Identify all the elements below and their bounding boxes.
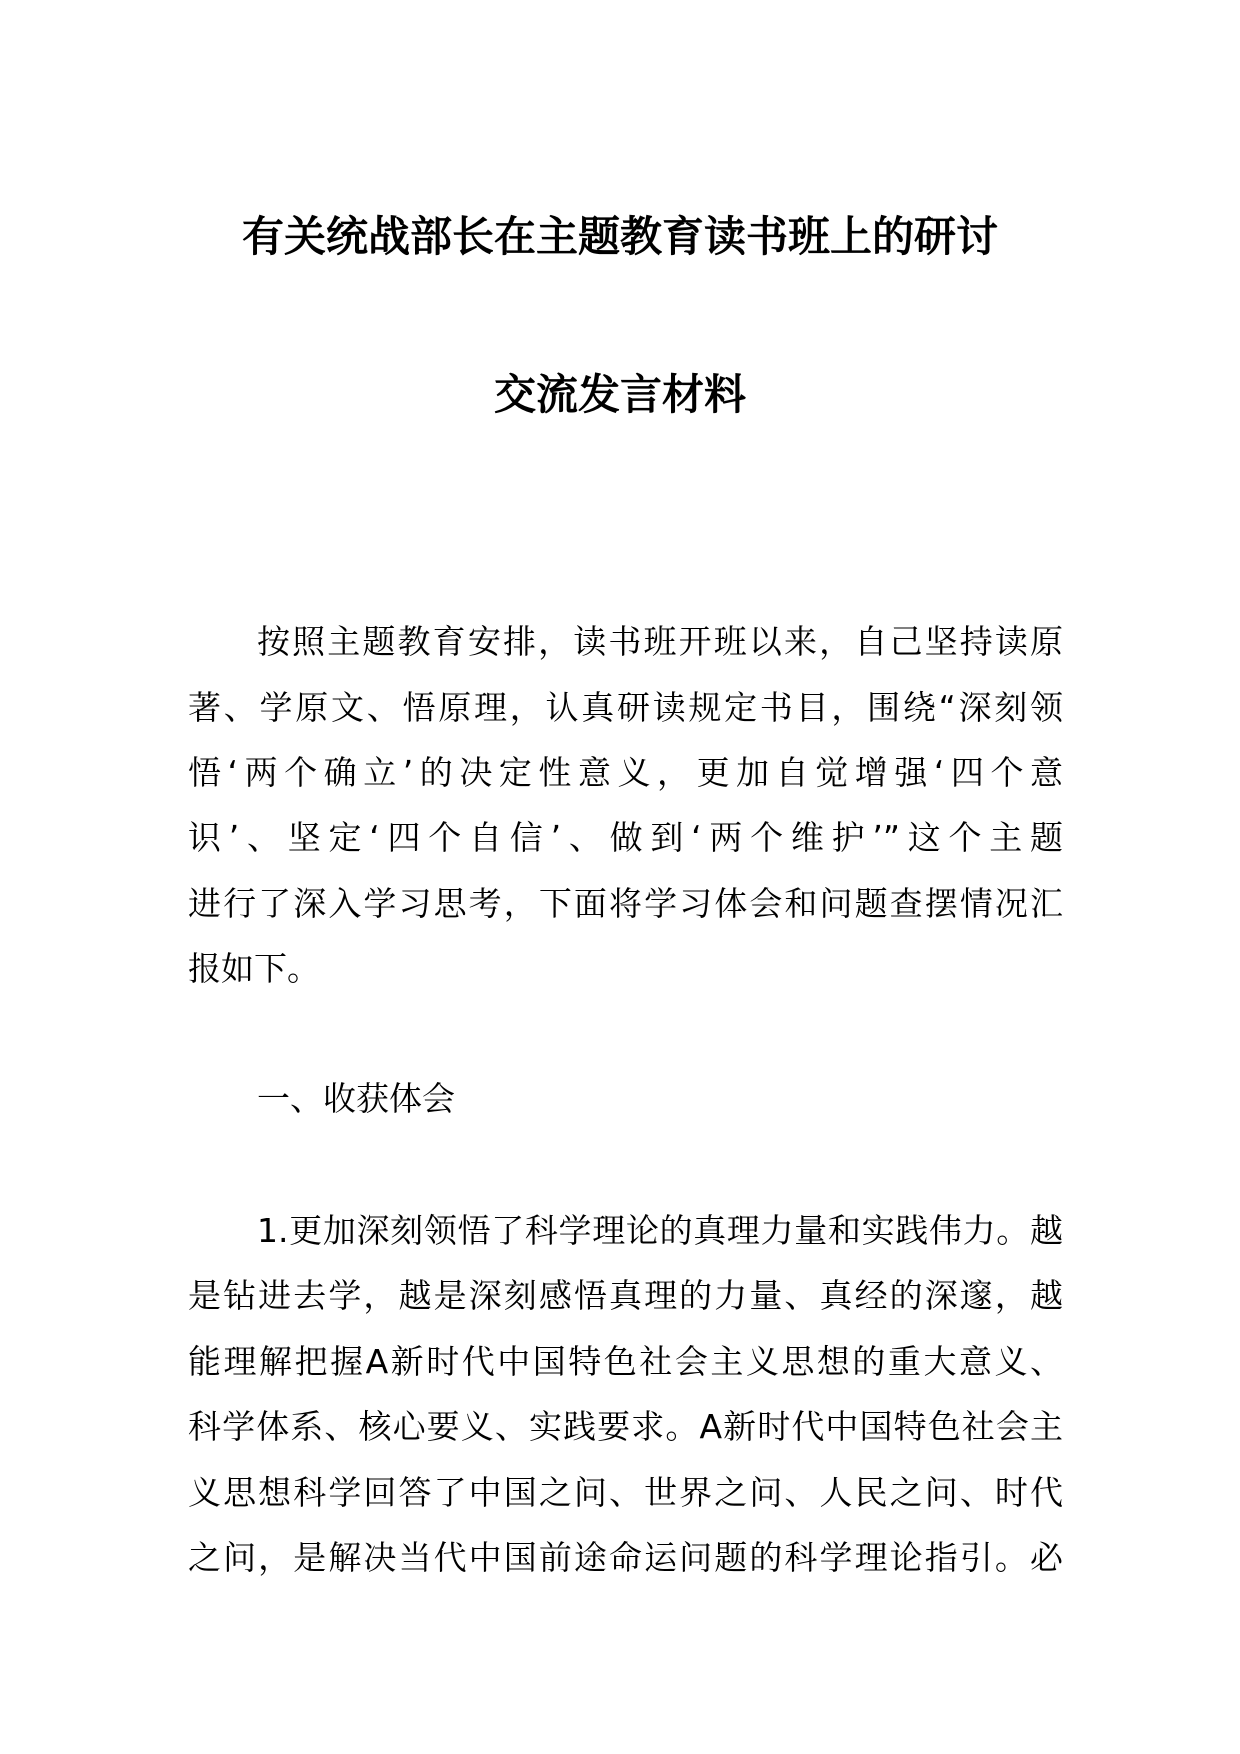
section-heading: 一、收获体会: [257, 1079, 455, 1118]
text-line: 悟‘两个确立’的决定性意义，更加自觉增强‘四个意: [188, 753, 1063, 792]
text-line: 科学体系、核心要义、实践要求。A新时代中国特色社会主: [188, 1407, 1063, 1446]
text-line: 进行了深入学习思考，下面将学习体会和问题查摆情况汇: [188, 884, 1063, 923]
text-line: 能理解把握A新时代中国特色社会主义思想的重大意义、: [188, 1342, 1063, 1381]
text-line: 按照主题教育安排，读书班开班以来，自己坚持读原: [257, 622, 1063, 661]
text-line: 1.更加深刻领悟了科学理论的真理力量和实践伟力。越: [257, 1211, 1063, 1250]
text-line: 报如下。: [188, 949, 320, 988]
title-line-2: 交流发言材料: [493, 370, 746, 419]
text-line: 之问，是解决当代中国前途命运问题的科学理论指引。必: [188, 1538, 1063, 1577]
text-line: 是钻进去学，越是深刻感悟真理的力量、真经的深邃，越: [188, 1276, 1063, 1315]
text-line: 识’、坚定‘四个自信’、做到‘两个维护’”这个主题: [188, 818, 1063, 857]
text-line: 著、学原文、悟原理，认真研读规定书目，围绕“深刻领: [188, 688, 1063, 727]
title-line-1: 有关统战部长在主题教育读书班上的研讨: [241, 212, 998, 261]
text-line: 义思想科学回答了中国之问、世界之问、人民之问、时代: [188, 1473, 1063, 1512]
